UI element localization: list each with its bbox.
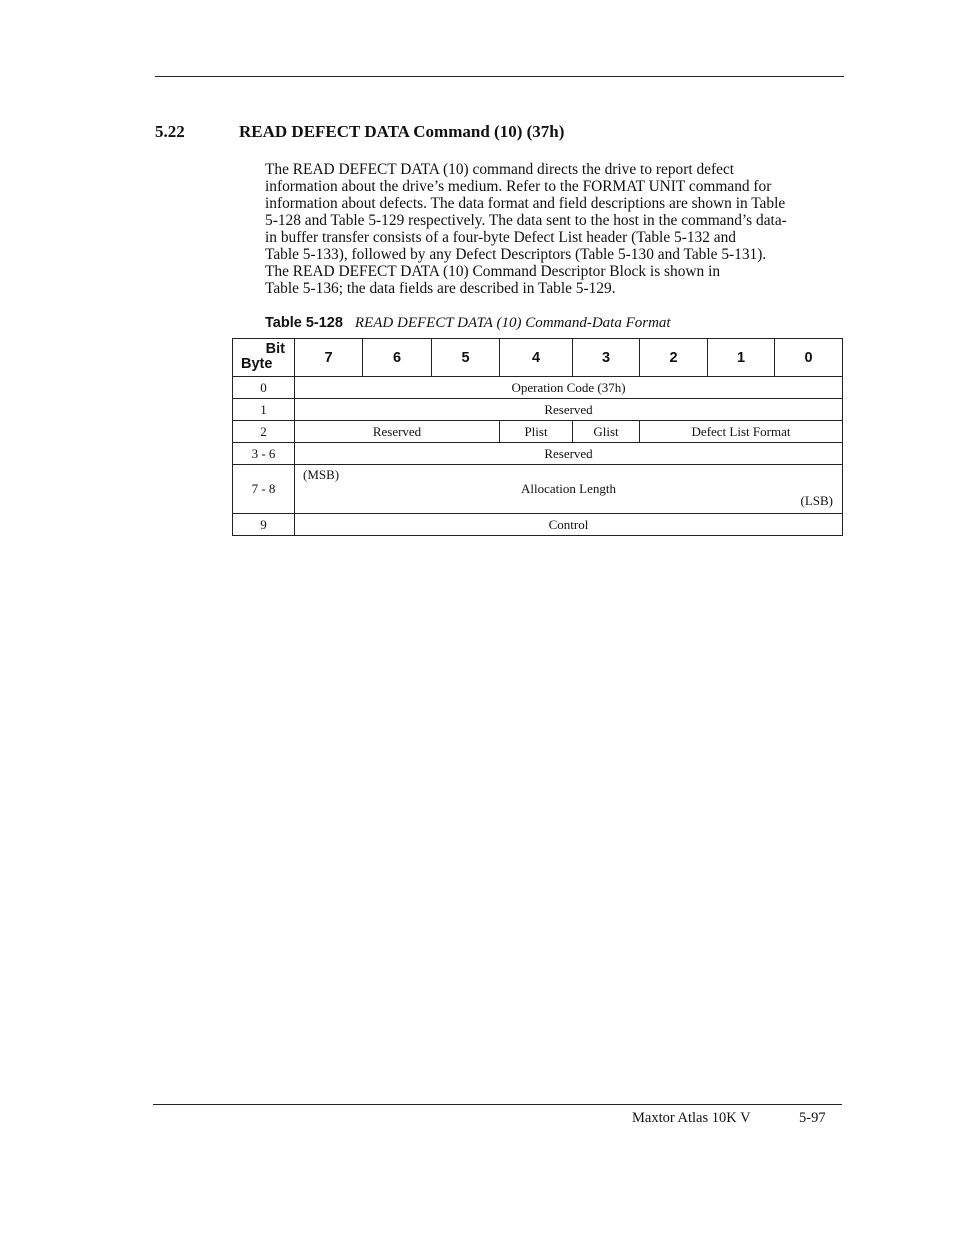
bit-byte-corner-cell xyxy=(233,339,295,377)
body-line: Table 5-136; the data fields are described in Table 5-129. xyxy=(265,280,616,297)
table-row xyxy=(233,465,843,514)
table-row xyxy=(233,399,843,421)
bit-header: 7 xyxy=(295,339,363,377)
msb-marker: (MSB) xyxy=(303,467,340,482)
allocation-length-field xyxy=(295,465,843,514)
reserved-field: Reserved xyxy=(295,421,500,443)
lsb-marker: (LSB) xyxy=(800,493,833,508)
table-title: READ DEFECT DATA (10) Command-Data Format xyxy=(354,315,671,331)
byte-cell: 2 xyxy=(233,421,295,443)
defect-list-format-field: Defect List Format xyxy=(640,421,843,443)
glist-field: Glist xyxy=(573,421,640,443)
footer-rule xyxy=(153,1104,842,1105)
table-row xyxy=(233,377,843,399)
command-descriptor-table xyxy=(232,338,843,536)
byte-label: Byte xyxy=(241,356,273,372)
body-line: The READ DEFECT DATA (10) command directs the drive to report defect xyxy=(265,161,735,178)
control-field: Control xyxy=(295,514,843,536)
body-line: The READ DEFECT DATA (10) Command Descriptor Block is shown in xyxy=(265,263,721,280)
table-row xyxy=(233,514,843,536)
table-row xyxy=(233,443,843,465)
reserved-field: Reserved xyxy=(295,443,843,465)
body-line: in buffer transfer consists of a four-byte Defect List header (Table 5-132 and xyxy=(265,229,736,246)
footer-document-title: Maxtor Atlas 10K V xyxy=(632,1110,751,1126)
section-number: 5.22 xyxy=(155,122,185,141)
table-header-row xyxy=(233,339,843,377)
body-paragraph xyxy=(265,161,845,297)
byte-cell: 7 - 8 xyxy=(233,465,295,514)
reserved-field: Reserved xyxy=(295,399,843,421)
bit-header: 2 xyxy=(640,339,708,377)
bit-header: 5 xyxy=(432,339,500,377)
body-line: 5-128 and Table 5-129 respectively. The data sent to the host in the command’s data- xyxy=(265,212,787,229)
section-title: READ DEFECT DATA Command (10) (37h) xyxy=(239,122,565,141)
plist-field: Plist xyxy=(500,421,573,443)
table-label: Table 5-128 xyxy=(265,315,343,331)
byte-cell: 1 xyxy=(233,399,295,421)
bit-header: 4 xyxy=(500,339,573,377)
body-line: information about defects. The data format and field descriptions are shown in Table xyxy=(265,195,786,212)
byte-cell: 3 - 6 xyxy=(233,443,295,465)
header-rule xyxy=(155,76,844,77)
bit-label: Bit xyxy=(265,341,285,357)
table-caption xyxy=(265,315,671,332)
bit-header: 3 xyxy=(573,339,640,377)
body-line: Table 5-133), followed by any Defect Descriptors (Table 5-130 and Table 5-131). xyxy=(265,246,767,263)
bit-header: 1 xyxy=(708,339,775,377)
operation-code-field: Operation Code (37h) xyxy=(295,377,843,399)
section-heading xyxy=(155,122,564,142)
bit-header: 0 xyxy=(775,339,843,377)
bit-header: 6 xyxy=(363,339,432,377)
table-row xyxy=(233,421,843,443)
body-line: information about the drive’s medium. Refer to the FORMAT UNIT command for xyxy=(265,178,772,195)
page-number: 5-97 xyxy=(799,1110,826,1126)
allocation-length-label: Allocation Length xyxy=(521,481,616,496)
byte-cell: 9 xyxy=(233,514,295,536)
byte-cell: 0 xyxy=(233,377,295,399)
